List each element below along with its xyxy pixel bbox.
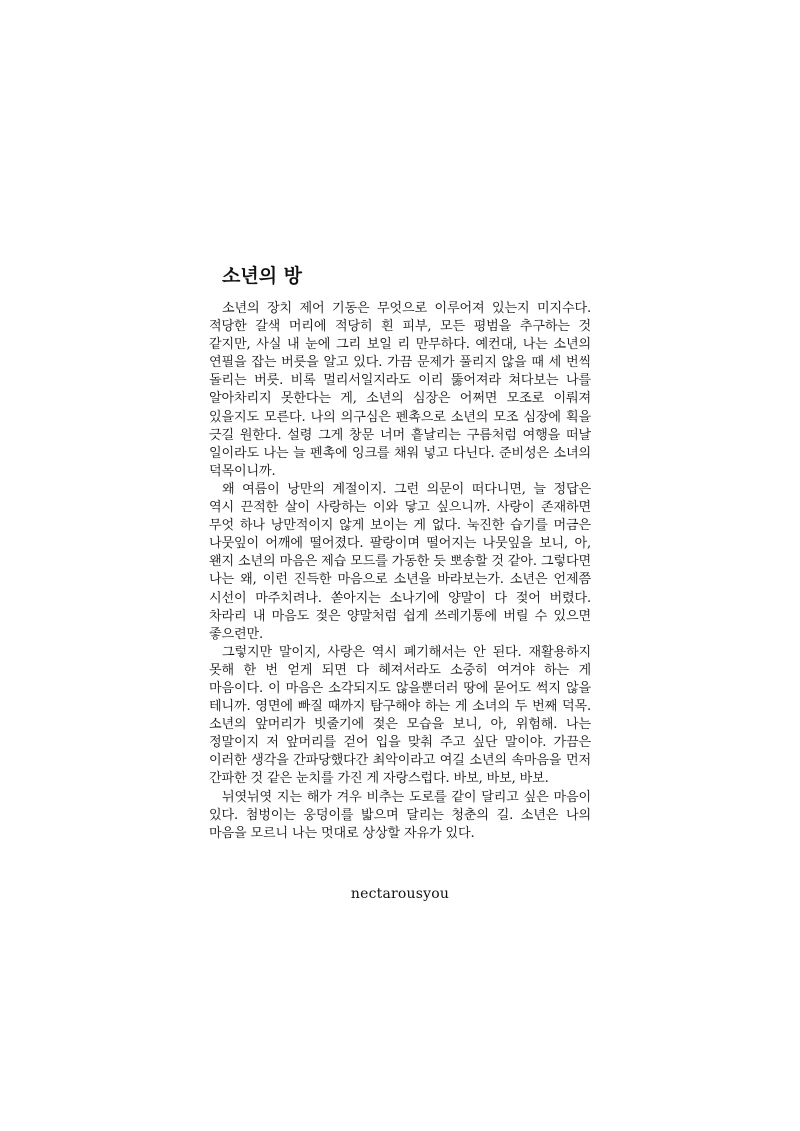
author-name: nectarousyou — [350, 886, 450, 902]
paragraph: 왜 여름이 낭만의 계절이지. 그런 의문이 떠다니면, 늘 정답은 역시 끈적한 살이 사랑하는 이와 닿고 싶으니까. 사랑이 존재하면 무엇 하나 낭만적이지 않게 보이는 게 없다. 눅진한 습기를 머금은 나뭇잎이 어깨에 떨어졌다. 팔랑이며 떨어지는 나뭇잎을 보니, 아, 왠지 소년의 마음은 제습 모드를 가동한 듯 뽀송할 것 같아. 그렇다면 나는 왜, 이런 진득한 마음으로 소년을 바라보는가. 소년은 언제쯤 시선이 마주치려나. 쏟아지는 소나기에 양말이 다 젖어 버렸다. 차라리 내 마음도 젖은 양말처럼 쉽게 쓰레기통에 버릴 수 있으면 좋으련만. — [209, 481, 591, 642]
paragraph: 그렇지만 말이지, 사랑은 역시 폐기해서는 안 된다. 재활용하지 못해 한 번 얻게 되면 다 헤져서라도 소중히 여겨야 하는 게 마음이다. 이 마음은 소각되지도 않을뿐더러 땅에 묻어도 썩지 않을 테니까. 영면에 빠질 때까지 탐구해야 하는 게 소녀의 두 번째 덕목. 소년의 앞머리가 빗줄기에 젖은 모습을 보니, 아, 위험해. 나는 정말이지 저 앞머리를 걷어 입을 맞춰 주고 싶단 말이야. 가끔은 이러한 생각을 간파당했다간 최악이라고 여길 소년의 속마음을 먼저 간파한 것 같은 눈치를 가진 게 자랑스럽다. 바보, 바보, 바보. — [209, 644, 591, 787]
page-title: 소년의 방 — [222, 265, 303, 287]
paragraph: 뉘엿뉘엿 지는 해가 겨우 비추는 도로를 같이 달리고 싶은 마음이 있다. 첨벙이는 웅덩이를 밟으며 달리는 청춘의 길. 소년은 나의 마음을 모르니 나는 멋대로 상상할 자유가 있다. — [209, 789, 591, 841]
paragraph: 소년의 장치 제어 기동은 무엇으로 이루어져 있는지 미지수다. 적당한 갈색 머리에 적당히 흰 피부, 모든 평범을 추구하는 것 같지만, 사실 내 눈에 그리 보일 리 만무하다. 예컨대, 나는 소년의 연필을 잡는 버릇을 알고 있다. 가끔 문제가 풀리지 않을 때 세 번씩 돌리는 버릇. 비록 멀리서일지라도 이리 뚫어져라 쳐다보는 나를 알아차리지 못한다는 게, 소년의 심장은 어쩌면 모조로 이뤄져 있을지도 모른다. 나의 의구심은 펜촉으로 소년의 모조 심장에 획을 긋길 원한다. 설령 그게 창문 너머 흩날리는 구름처럼 여행을 떠날 일이라도 나는 늘 펜촉에 잉크를 채워 넣고 다닌다. 준비성은 소녀의 덕목이니까. — [209, 301, 591, 479]
body-text — [209, 300, 591, 843]
